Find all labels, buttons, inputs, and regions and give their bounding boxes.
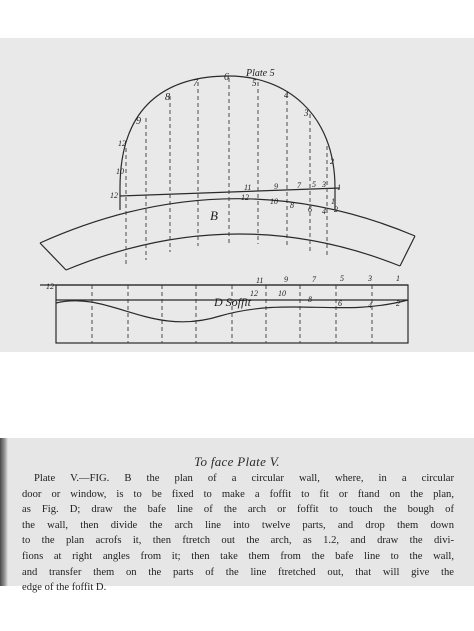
- soffit-bottom-number: 2: [396, 299, 400, 308]
- soffit-bottom-number: 6: [338, 299, 342, 308]
- engraved-plate: [0, 38, 474, 352]
- soffit-label: D Soffit: [214, 295, 252, 309]
- soffit-bottom-number: 8: [308, 295, 312, 304]
- baseline-number: 9: [274, 182, 278, 191]
- arch-number: 3: [304, 108, 309, 118]
- plan-number: 10: [270, 197, 278, 206]
- soffit-top-number: 5: [340, 274, 344, 283]
- plan-label: B: [210, 208, 218, 223]
- plate-diagram: [0, 38, 474, 352]
- baseline-number: 7: [297, 181, 301, 190]
- caption-line: Plate V.—FIG. B the plan of a circular wall, where, in a circular: [34, 473, 454, 484]
- arch-number: 7: [193, 78, 198, 89]
- soffit-bottom-number: 12: [250, 289, 258, 298]
- text-page: [0, 438, 474, 594]
- plan-number: 6: [308, 205, 312, 214]
- arch-number: 5: [252, 78, 257, 88]
- soffit-bottom-number: 10: [278, 289, 286, 298]
- arch-number: 2: [330, 157, 334, 166]
- soffit-top-number: 11: [256, 276, 264, 285]
- soffit-bottom-number: 4: [368, 301, 372, 310]
- caption-line: door or window, is to be fixed to make a foffit to fit or ftand on the plan,: [22, 488, 454, 500]
- baseline-number: 11: [244, 183, 252, 192]
- arch-number: 12: [118, 139, 126, 148]
- plate-caption: [22, 471, 454, 596]
- arch-number: 10: [116, 167, 124, 176]
- arch-number: 8: [165, 92, 170, 103]
- plan-number: 2: [334, 205, 338, 214]
- left-marker: 12: [46, 282, 54, 291]
- page-heading: To face Plate V.: [194, 454, 280, 469]
- plan-wall-inner: [66, 234, 400, 270]
- caption-line: the wall, then divide the arch line into twelve parts, and drop them down: [22, 519, 454, 531]
- soffit-top-number: 1: [396, 274, 400, 283]
- left-marker: 12: [110, 191, 118, 200]
- soffit-top-number: 9: [284, 275, 288, 284]
- arch-number: 6: [224, 72, 229, 83]
- caption-line: and transfer them on the parts of the line ftretched out, that will give the: [22, 566, 454, 578]
- caption-line: fions at right angles from it; then take them from the bafe line to the wall,: [22, 550, 454, 562]
- caption-line: to the plan acrofs it, then ftretch out the arch, as 1.2, and draw the divi-: [22, 535, 454, 547]
- arch-number: 9: [136, 116, 141, 127]
- plate-title: Plate 5: [246, 68, 275, 79]
- plan-wall-outer: [40, 199, 415, 243]
- plan-number: 8: [290, 201, 294, 210]
- baseline-number: 3: [322, 180, 326, 189]
- baseline-number: 5: [312, 180, 316, 189]
- caption-line: as Fig. D; draw the bafe line of the arch or foffit to touch the bough of: [22, 504, 454, 516]
- soffit-top-number: 3: [368, 274, 372, 283]
- caption-line: edge of the foffit D.: [22, 582, 107, 594]
- arch-number: 4: [284, 90, 289, 100]
- plan-number: 12: [241, 193, 249, 202]
- plan-number: 4: [322, 207, 326, 216]
- arch-number: 1: [331, 197, 335, 206]
- baseline-number: 1: [337, 183, 341, 192]
- soffit-top-number: 7: [312, 275, 316, 284]
- arch-base-line: [120, 188, 340, 196]
